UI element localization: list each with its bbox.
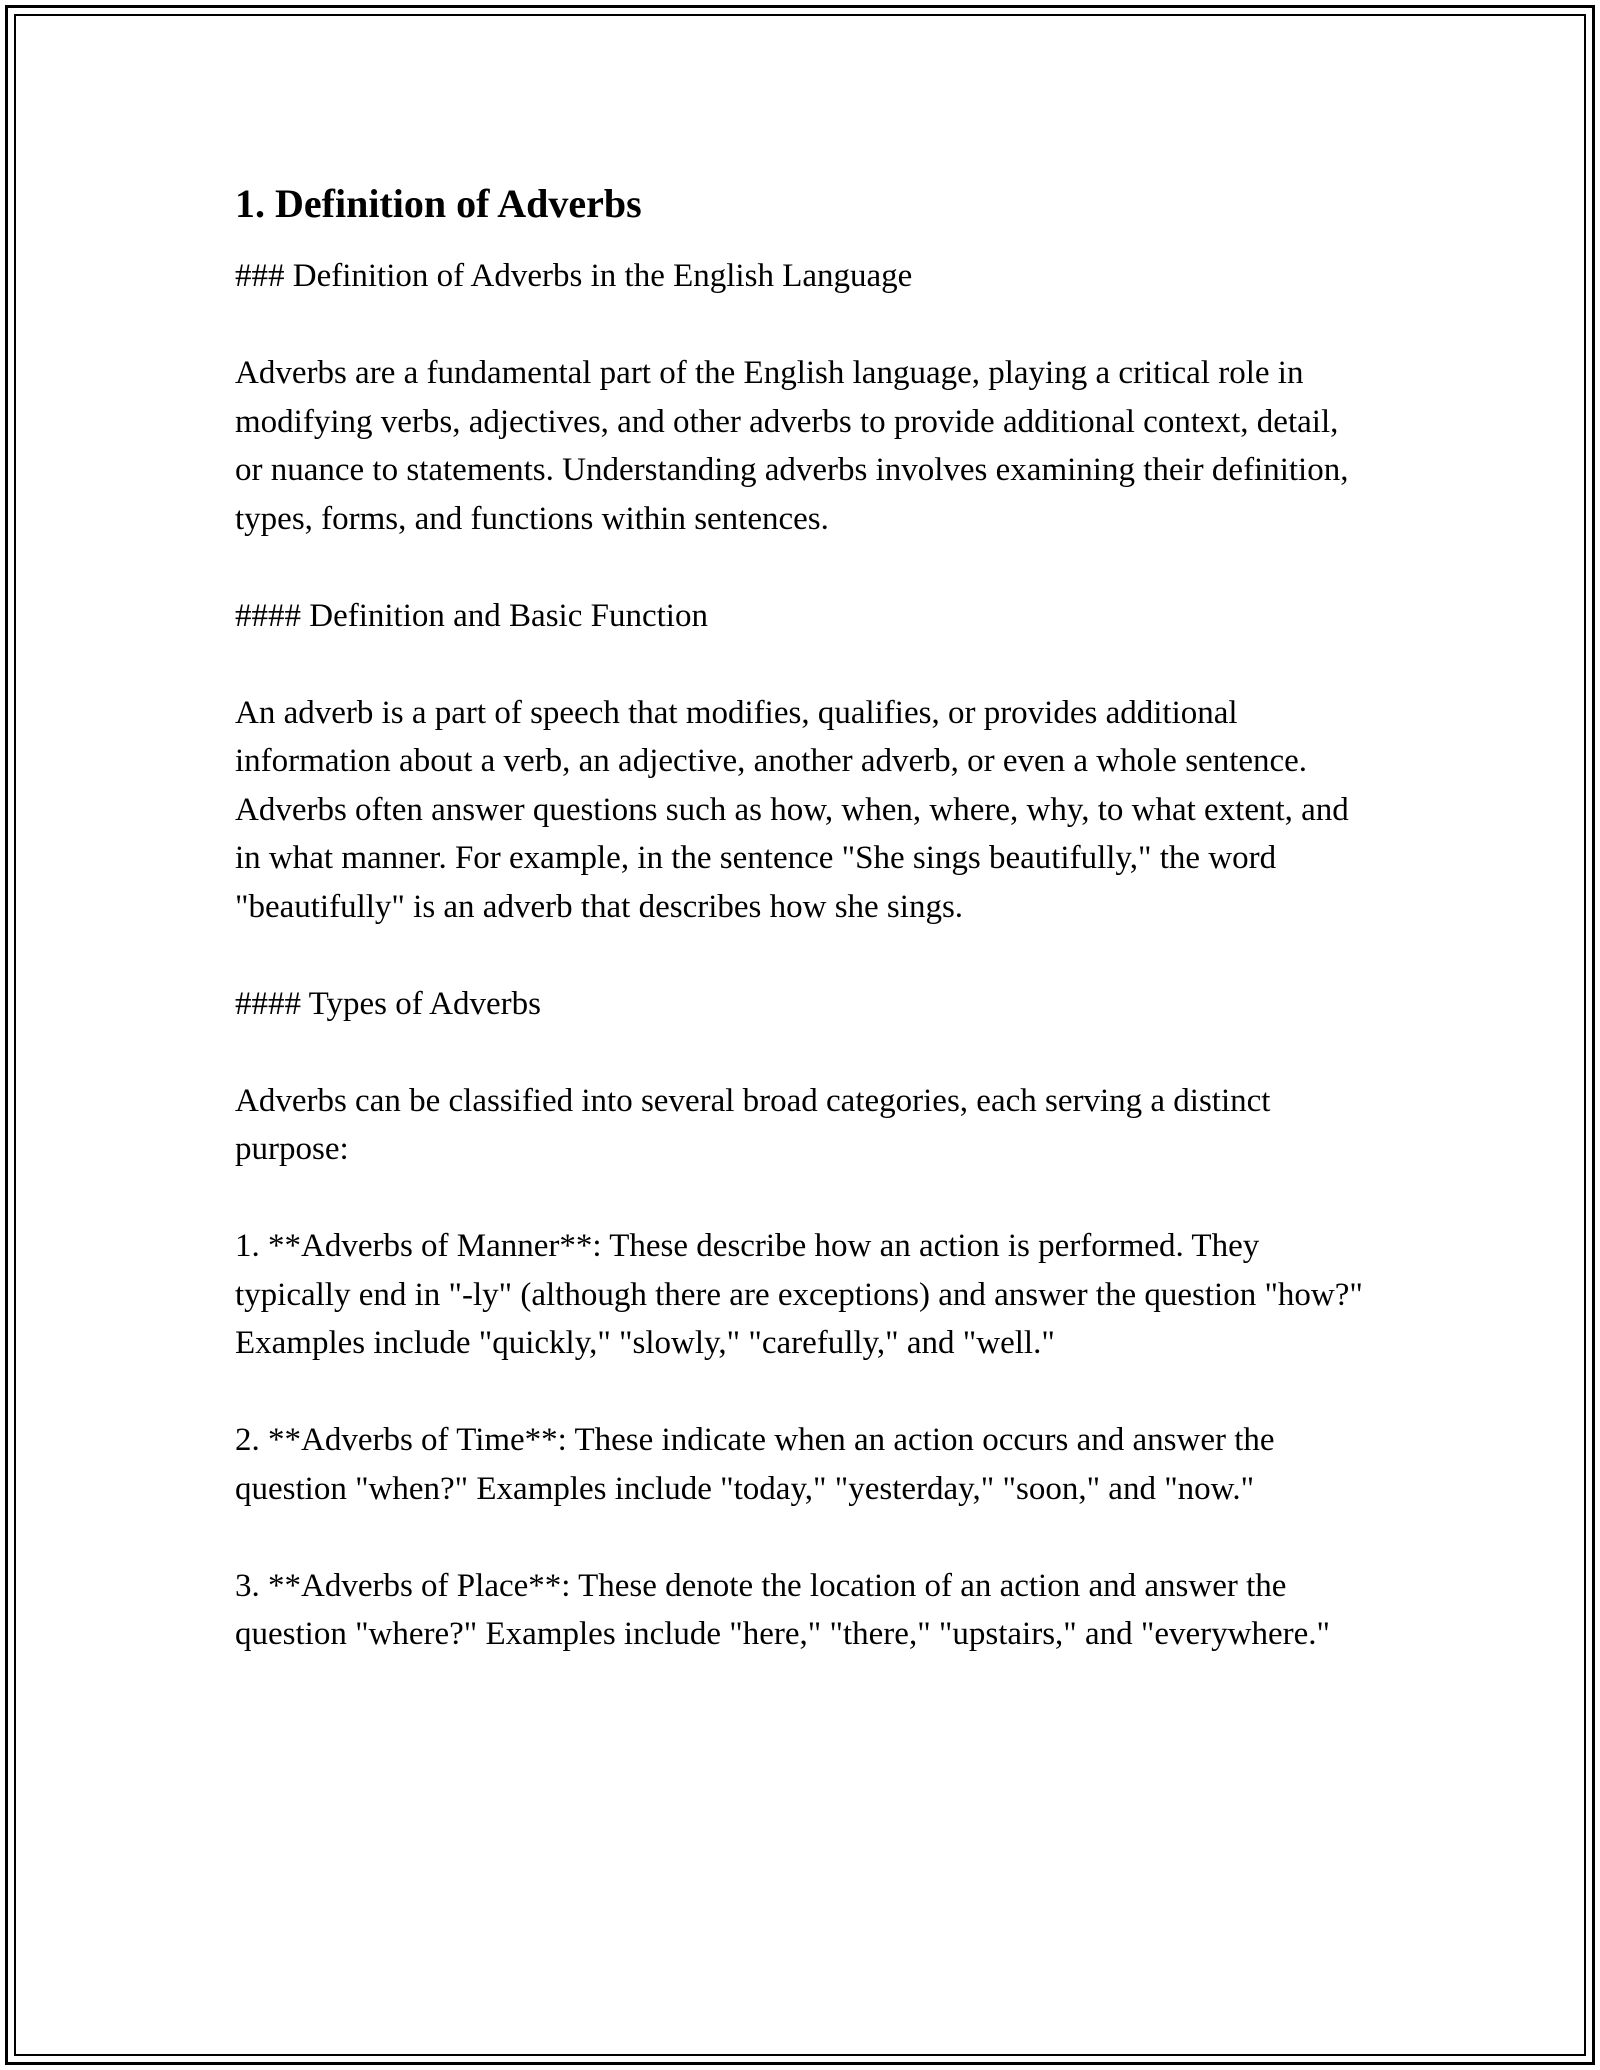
section-title: 1. Definition of Adverbs: [235, 181, 642, 226]
subheading-definition-basic-function: #### Definition and Basic Function: [235, 597, 708, 634]
list-item-adverbs-of-place: 3. **Adverbs of Place**: These denote the location of an action and answer the question "where?" Examples include "here," "there," "upstairs," and "everywhere.": [235, 1567, 1330, 1652]
paragraph-basic-function: An adverb is a part of speech that modifies, qualifies, or provides additional information about a verb, an adjective, another adverb, or even a whole sentence. Adverbs often answer questions such as how, when, where, why, to what extent, and in what manner. For example, in the sentence "She sings beautifully," the word "beautifully" is an adverb that describes how she sings.: [235, 694, 1349, 925]
list-item-adverbs-of-time: 2. **Adverbs of Time**: These indicate when an action occurs and answer the question "when?" Examples include "today," "yesterday," "soon," and "now.": [235, 1422, 1275, 1507]
subheading-types-of-adverbs: #### Types of Adverbs: [235, 985, 541, 1022]
list-item-adverbs-of-manner: 1. **Adverbs of Manner**: These describe how an action is performed. They typically end in "-ly" (although there are exceptions) and answer the question "how?" Examples include "quickly," "slowly," "carefully," and "well.": [235, 1228, 1363, 1361]
paragraph-intro: Adverbs are a fundamental part of the English language, playing a critical role in modifying verbs, adjectives, and other adverbs to provide additional context, detail, or nuance to statements. Understanding adverbs involves examining their definition, types, forms, and functions within sentences.: [235, 355, 1349, 537]
subheading-definition-of-adverbs: ### Definition of Adverbs in the English Language: [235, 258, 913, 294]
paragraph-types-intro: Adverbs can be classified into several broad categories, each serving a distinct purpose:: [235, 1082, 1271, 1167]
document-body: [235, 180, 1365, 1707]
